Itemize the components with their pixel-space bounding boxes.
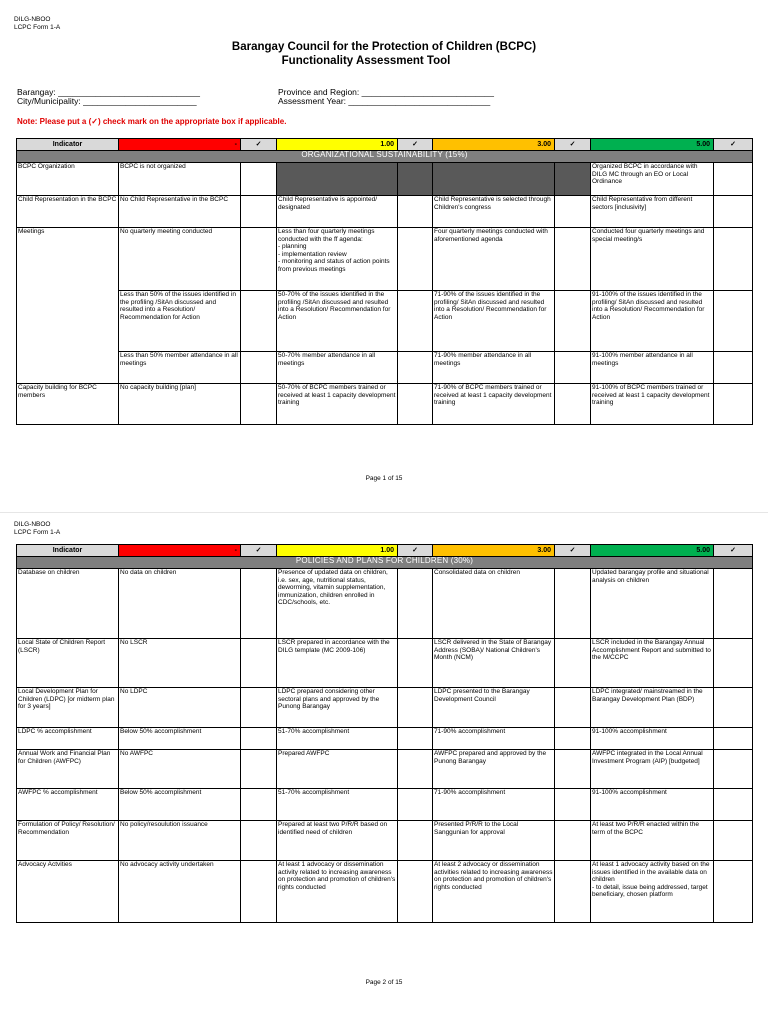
indicator-cell: Child Representation in the BCPC bbox=[17, 196, 119, 228]
check-box[interactable] bbox=[241, 352, 277, 384]
table-row bbox=[17, 228, 753, 291]
header-indicator: Indicator bbox=[17, 545, 119, 557]
score-5-cell: Organized BCPC in accordance with DILG MC through an EO or Local Ordinance bbox=[591, 163, 714, 196]
check-box[interactable] bbox=[241, 821, 277, 861]
check-box[interactable] bbox=[555, 789, 591, 821]
score-1-cell: Prepared AWFPC bbox=[277, 750, 398, 789]
check-box[interactable] bbox=[714, 228, 753, 291]
score-3-cell: AWFPC prepared and approved by the Punong Barangay bbox=[433, 750, 555, 789]
table-row bbox=[17, 196, 753, 228]
page-2 bbox=[0, 512, 768, 1024]
score-0-cell: BCPC is not organized bbox=[119, 163, 241, 196]
indicator-cell: Local State of Children Report (LSCR) bbox=[17, 639, 119, 688]
check-box[interactable] bbox=[398, 688, 433, 728]
section-row bbox=[17, 151, 753, 163]
score-5-cell: LDPC integrated/ mainstreamed in the Barangay Development Plan (BDP) bbox=[591, 688, 714, 728]
check-box[interactable] bbox=[398, 789, 433, 821]
check-box[interactable] bbox=[555, 728, 591, 750]
score-0-cell: No LSCR bbox=[119, 639, 241, 688]
score-5-cell: 91-100% of BCPC members trained or received at least 1 capacity development training bbox=[591, 384, 714, 425]
form-id bbox=[14, 16, 60, 32]
barangay-field[interactable]: Barangay: ______________________________ bbox=[17, 87, 200, 97]
header-score-0: - bbox=[119, 139, 241, 151]
header-check: ✓ bbox=[241, 545, 277, 557]
check-box[interactable] bbox=[555, 639, 591, 688]
score-3-cell: 71-90% member attendance in all meetings bbox=[433, 352, 555, 384]
check-box[interactable] bbox=[241, 196, 277, 228]
score-0-cell: No AWFPC bbox=[119, 750, 241, 789]
section-title: ORGANIZATIONAL SUSTAINABILITY (15%) bbox=[17, 151, 753, 163]
score-1-cell: Prepared at least two P/R/R based on identified need of children bbox=[277, 821, 398, 861]
table-row bbox=[17, 789, 753, 821]
check-box[interactable] bbox=[398, 291, 433, 352]
score-0-cell: No policy/resoulution issuance bbox=[119, 821, 241, 861]
assessment-table-page-1 bbox=[16, 138, 753, 425]
table-row bbox=[17, 291, 753, 352]
score-5-cell: 91-100% accomplishment bbox=[591, 789, 714, 821]
score-1-cell: 50-70% of the issues identified in the profiling /SitAn discussed and resulted into a Resolution/ Recommendation for Action bbox=[277, 291, 398, 352]
header-row bbox=[17, 545, 753, 557]
check-box[interactable] bbox=[241, 291, 277, 352]
header-score-1: 1.00 bbox=[277, 545, 398, 557]
score-3-cell bbox=[433, 163, 555, 196]
check-box[interactable] bbox=[555, 861, 591, 923]
check-box[interactable] bbox=[241, 728, 277, 750]
check-box[interactable] bbox=[714, 163, 753, 196]
check-box bbox=[555, 163, 591, 196]
table-row bbox=[17, 569, 753, 639]
assessment-year-field[interactable]: Assessment Year: ______________________________ bbox=[278, 96, 491, 106]
header-score-3: 3.00 bbox=[433, 139, 555, 151]
check-box[interactable] bbox=[714, 639, 753, 688]
score-1-cell: Presence of updated data on children, i.e. sex, age, nutritional status, deworming, vitamin supplementation, immunization, children enrolled in CDC/schools, etc. bbox=[277, 569, 398, 639]
header-check: ✓ bbox=[714, 545, 753, 557]
check-box[interactable] bbox=[241, 688, 277, 728]
check-box[interactable] bbox=[714, 688, 753, 728]
check-box[interactable] bbox=[714, 352, 753, 384]
assessment-table-page-2 bbox=[16, 544, 753, 923]
form-number: LCPC Form 1-A bbox=[14, 24, 61, 31]
check-box[interactable] bbox=[241, 384, 277, 425]
header-score-0: - bbox=[119, 545, 241, 557]
table-row bbox=[17, 163, 753, 196]
instruction-note: Note: Please put a (✓) check mark on the appropriate box if applicable. bbox=[17, 117, 287, 126]
table-row bbox=[17, 750, 753, 789]
score-3-cell: At least 2 advocacy or dissemination activities related to increasing awareness on protection and promotion of children's rights conducted bbox=[433, 861, 555, 923]
form-agency: DILG-NBOO bbox=[14, 521, 51, 528]
check-box[interactable] bbox=[241, 163, 277, 196]
table-row bbox=[17, 352, 753, 384]
score-0-cell: No LDPC bbox=[119, 688, 241, 728]
page-number: Page 2 of 15 bbox=[365, 979, 403, 986]
check-box[interactable] bbox=[398, 384, 433, 425]
check-box[interactable] bbox=[398, 352, 433, 384]
indicator-cell: Meetings bbox=[17, 228, 119, 384]
header-indicator: Indicator bbox=[17, 139, 119, 151]
province-field[interactable]: Province and Region: ____________________________ bbox=[278, 87, 494, 97]
check-box[interactable] bbox=[714, 384, 753, 425]
header-score-5: 5.00 bbox=[591, 139, 714, 151]
header-check: ✓ bbox=[241, 139, 277, 151]
table-row bbox=[17, 821, 753, 861]
check-box[interactable] bbox=[714, 750, 753, 789]
form-number: LCPC Form 1-A bbox=[14, 529, 61, 536]
header-score-5: 5.00 bbox=[591, 545, 714, 557]
check-box[interactable] bbox=[398, 728, 433, 750]
check-box[interactable] bbox=[555, 688, 591, 728]
header-check: ✓ bbox=[555, 139, 591, 151]
score-0-cell: No quarterly meeting conducted bbox=[119, 228, 241, 291]
check-box[interactable] bbox=[241, 569, 277, 639]
indicator-cell: AWFPC % accomplishment bbox=[17, 789, 119, 821]
form-agency: DILG-NBOO bbox=[14, 16, 51, 23]
header-check: ✓ bbox=[398, 139, 433, 151]
check-box[interactable] bbox=[714, 728, 753, 750]
check-box[interactable] bbox=[555, 384, 591, 425]
score-5-cell: 91-100% member attendance in all meetings bbox=[591, 352, 714, 384]
table-row bbox=[17, 728, 753, 750]
score-1-cell: 50-70% of BCPC members trained or received at least 1 capacity development training bbox=[277, 384, 398, 425]
section-title: POLICIES AND PLANS FOR CHILDREN (30%) bbox=[17, 557, 753, 569]
table-row bbox=[17, 384, 753, 425]
score-1-cell: At least 1 advocacy or dissemination activity related to increasing awareness on protection and promotion of children's rights conducted bbox=[277, 861, 398, 923]
check-box[interactable] bbox=[555, 228, 591, 291]
indicator-cell: Local Development Plan for Children (LDPC) [or midterm plan for 3 years] bbox=[17, 688, 119, 728]
table-row bbox=[17, 639, 753, 688]
score-3-cell: LSCR delivered in the State of Barangay Address (SOBA)/ National Children's Month (NCM) bbox=[433, 639, 555, 688]
score-3-cell: LDPC presented to the Barangay Development Council bbox=[433, 688, 555, 728]
check-box[interactable] bbox=[398, 821, 433, 861]
header-score-3: 3.00 bbox=[433, 545, 555, 557]
check-box bbox=[398, 163, 433, 196]
indicator-cell: LDPC % accomplishment bbox=[17, 728, 119, 750]
score-1-cell: 51-70% accomplishment bbox=[277, 789, 398, 821]
check-box[interactable] bbox=[555, 821, 591, 861]
check-box[interactable] bbox=[241, 750, 277, 789]
check-box[interactable] bbox=[555, 196, 591, 228]
score-0-cell: Below 50% accomplishment bbox=[119, 728, 241, 750]
form-id bbox=[14, 521, 60, 537]
city-field[interactable]: City/Municipality: ________________________ bbox=[17, 96, 197, 106]
score-5-cell: Child Representative from different sectors [inclusivity] bbox=[591, 196, 714, 228]
table-row bbox=[17, 688, 753, 728]
table-row bbox=[17, 861, 753, 923]
check-box[interactable] bbox=[241, 228, 277, 291]
score-3-cell: 71-90% of BCPC members trained or received at least 1 capacity development training bbox=[433, 384, 555, 425]
indicator-cell: BCPC Organization bbox=[17, 163, 119, 196]
score-5-cell: At least 1 advocacy activity based on the issues identified in the available data on children - to detail, issue being addressed, target beneficiary, chosen platform bbox=[591, 861, 714, 923]
check-box[interactable] bbox=[241, 789, 277, 821]
check-box[interactable] bbox=[555, 291, 591, 352]
score-5-cell: At least two P/R/R enacted within the term of the BCPC bbox=[591, 821, 714, 861]
score-3-cell: Four quarterly meetings conducted with aforementioned agenda bbox=[433, 228, 555, 291]
indicator-cell: Annual Work and Financial Plan for Children (AWFPC) bbox=[17, 750, 119, 789]
score-5-cell: Updated barangay profile and situational analysis on children bbox=[591, 569, 714, 639]
score-0-cell: No data on children bbox=[119, 569, 241, 639]
check-box[interactable] bbox=[555, 569, 591, 639]
score-0-cell: No advocacy activity undertaken bbox=[119, 861, 241, 923]
title-line-1: Barangay Council for the Protection of Children (BCPC) bbox=[231, 41, 537, 53]
check-box[interactable] bbox=[714, 861, 753, 923]
check-box[interactable] bbox=[714, 196, 753, 228]
score-3-cell: 71-90% accomplishment bbox=[433, 789, 555, 821]
score-3-cell: Presented P/R/R to the Local Sanggunian for approval bbox=[433, 821, 555, 861]
score-5-cell: AWFPC integrated in the Local Annual Investment Program (AIP) [budgeted] bbox=[591, 750, 714, 789]
score-0-cell: No capacity building [plan] bbox=[119, 384, 241, 425]
check-box[interactable] bbox=[398, 861, 433, 923]
indicator-cell: Advocacy Actvities bbox=[17, 861, 119, 923]
check-box[interactable] bbox=[555, 750, 591, 789]
score-3-cell: 71-90% of the issues identified in the profiling/ SitAn discussed and resulted into a Resolution/ Recommendation for Action bbox=[433, 291, 555, 352]
score-1-cell: 51-70% accomplishment bbox=[277, 728, 398, 750]
score-5-cell: Conducted four quarterly meetings and special meeting/s bbox=[591, 228, 714, 291]
score-1-cell: 50-70% member attendance in all meetings bbox=[277, 352, 398, 384]
score-5-cell: LSCR included in the Barangay Annual Accomplishment Report and submitted to the M/CCPC bbox=[591, 639, 714, 688]
check-box[interactable] bbox=[714, 569, 753, 639]
score-0-cell: Less than 50% of the issues identified in the profiling /SitAn discussed and resulted into a Resolution/ Recommendation for Action bbox=[119, 291, 241, 352]
score-3-cell: 71-90% accomplishment bbox=[433, 728, 555, 750]
header-check: ✓ bbox=[398, 545, 433, 557]
check-box[interactable] bbox=[398, 750, 433, 789]
check-box[interactable] bbox=[398, 228, 433, 291]
score-5-cell: 91-100% of the issues identified in the profiling/ SitAn discussed and resulted into a Resolution/ Recommendation for Action bbox=[591, 291, 714, 352]
check-box[interactable] bbox=[241, 639, 277, 688]
header-row bbox=[17, 139, 753, 151]
document-title bbox=[0, 40, 768, 68]
score-3-cell: Child Representative is selected through Children's congress bbox=[433, 196, 555, 228]
score-0-cell: No Child Representative in the BCPC bbox=[119, 196, 241, 228]
title-line-2: Functionality Assessment Tool bbox=[281, 55, 451, 67]
score-5-cell: 91-100% accomplishment bbox=[591, 728, 714, 750]
score-1-cell: Child Representative is appointed/ designated bbox=[277, 196, 398, 228]
check-box[interactable] bbox=[241, 861, 277, 923]
header-score-1: 1.00 bbox=[277, 139, 398, 151]
section-row bbox=[17, 557, 753, 569]
score-1-cell: LSCR prepared in accordance with the DILG template (MC 2009-106) bbox=[277, 639, 398, 688]
page-number: Page 1 of 15 bbox=[365, 475, 403, 482]
score-3-cell: Consolidated data on children bbox=[433, 569, 555, 639]
indicator-cell: Formulation of Policy/ Resolution/ Recommendation bbox=[17, 821, 119, 861]
score-0-cell: Below 50% accomplishment bbox=[119, 789, 241, 821]
check-box[interactable] bbox=[714, 789, 753, 821]
score-0-cell: Less than 50% member attendance in all meetings bbox=[119, 352, 241, 384]
check-box[interactable] bbox=[398, 569, 433, 639]
score-1-cell: LDPC prepared considering other sectoral plans and approved by the Punong Barangay bbox=[277, 688, 398, 728]
score-1-cell: Less than four quarterly meetings conducted with the ff agenda: - planning - implementation review - monitoring and status of action points from previous meetings bbox=[277, 228, 398, 291]
check-box[interactable] bbox=[555, 352, 591, 384]
header-check: ✓ bbox=[714, 139, 753, 151]
score-1-cell bbox=[277, 163, 398, 196]
header-check: ✓ bbox=[555, 545, 591, 557]
check-box[interactable] bbox=[398, 639, 433, 688]
check-box[interactable] bbox=[714, 291, 753, 352]
check-box[interactable] bbox=[714, 821, 753, 861]
indicator-cell: Database on children bbox=[17, 569, 119, 639]
indicator-cell: Capacity building for BCPC members bbox=[17, 384, 119, 425]
check-box[interactable] bbox=[398, 196, 433, 228]
